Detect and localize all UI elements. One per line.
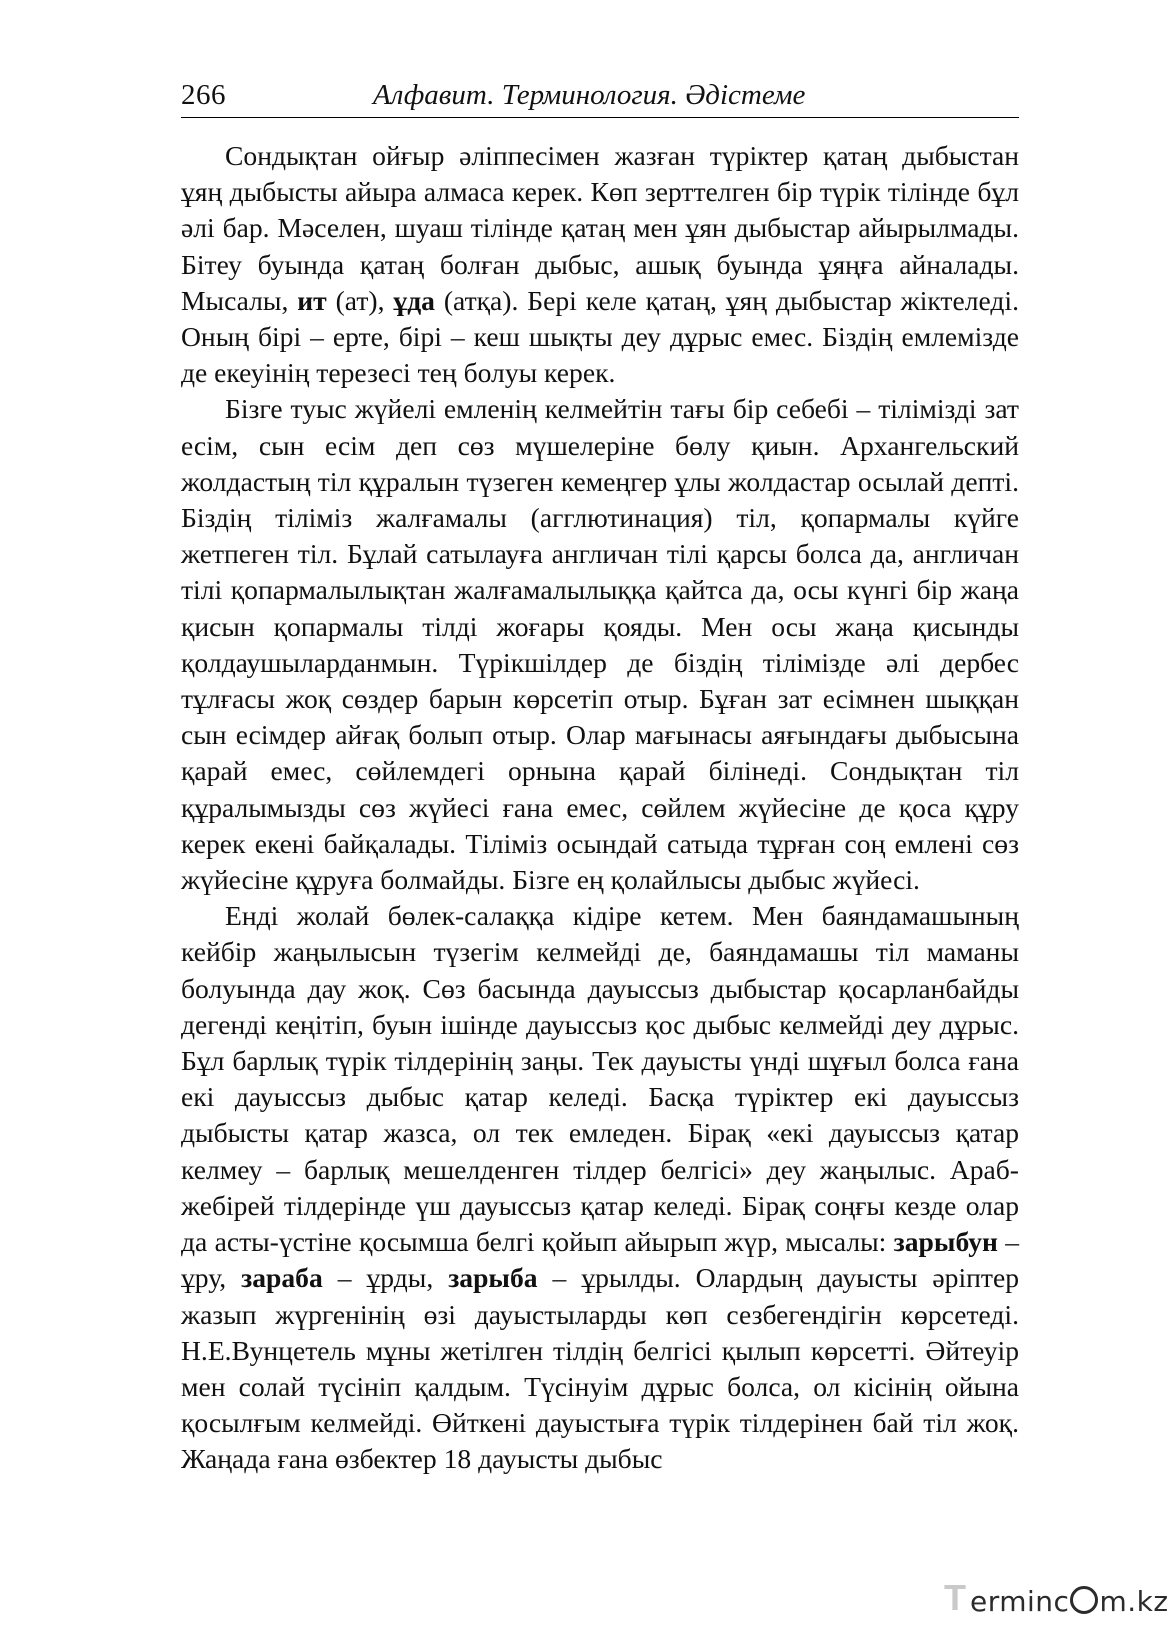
termincom-watermark <box>944 1577 1169 1621</box>
watermark-circle-icon <box>1070 1586 1098 1614</box>
paragraph-2 <box>181 391 1019 898</box>
body-text <box>181 138 1019 1478</box>
paragraph-3-bold-3: зарыба <box>448 1262 538 1294</box>
watermark-part-1: ermin <box>970 1585 1054 1618</box>
watermark-part-3: m.kz <box>1099 1585 1169 1618</box>
paragraph-1-bold-2: ұда <box>393 284 435 316</box>
paragraph-3-text-4: – ұрылды. Олардың дауысты әріптер жазып жүргенінің өзі дауыстыларды көп сезбегендігін көрсетеді. Н.Е.Вунцетель мұны жетілген тілдің белгісі қылып көрсетті. Әйтеуір мен солай түсініп қалдым. Түсінуім дұрыс болса, ол кісінің ойына қосылғым келмейді. Өйткені дауыстыға түрік тілдерінен бай тіл жоқ. Жаңада ғана өзбектер 18 дауысты дыбыс <box>181 1262 1020 1475</box>
paragraph-3-bold-2: зараба <box>241 1262 323 1294</box>
paragraph-3-text-2: – ұру, <box>181 1226 1019 1294</box>
paragraph-3-text-1: Енді жолай бөлек-салаққа кідіре кетем. Мен баяндамашының кейбір жаңылысын түзегім келмейді де, баяндамашы тіл маманы болуында дау жоқ. Сөз басында дауыссыз дыбыстар қосарланбайды дегенді кеңітіп, буын ішінде дауыссыз қос дыбыс келмейді деу дұрыс. Бұл барлық түрік тілдерінің заңы. Тек дауысты үнді шұғыл болса ғана екі дауыссыз дыбыс қатар келеді. Басқа түріктер екі дауыссыз дыбысты қатар жазса, ол тек емледен. Бірақ «екі дауыссыз қатар келмеу – барлық мешелденген тілдер белгісі» деу жаңылыс. Араб-жебірей тілдерінде үш дауыссыз қатар келеді. Бірақ соңғы кезде олар да асты-үстіне қосымша белгі қойып айырып жүр, мысалы: <box>181 900 1019 1258</box>
paragraph-1-text-3: (атқа). Бері келе қатаң, ұяң дыбыстар жіктеледі. Оның бірі – ерте, бірі – кеш шықты деу дұрыс емес. Біздің емлемізде де екеуінің терезесі тең болуы керек. <box>181 284 1019 389</box>
running-title: Алфавит. Терминология. Әдістеме <box>373 79 806 111</box>
watermark-text <box>970 1585 1169 1618</box>
paragraph-1-bold-1: ит <box>297 284 327 316</box>
paragraph-1-text-1: Сондықтан ойғыр әліппесімен жазған түріктер қатаң дыбыстан ұяң дыбысты айыра алмаса керек. Көп зерттелген бір түрік тілінде бұл әлі бар. Мәселен, шуаш тілінде қатаң мен ұян дыбыстар айырылмады. Бітеу буында қатаң болған дыбыс, ашық буында ұяңға айналады. Мысалы, <box>181 140 1019 316</box>
page-header <box>181 79 1019 118</box>
paragraph-3 <box>181 898 1019 1477</box>
watermark-part-2: c <box>1053 1585 1070 1618</box>
page-number: 266 <box>181 79 226 111</box>
paragraph-1-text-2: (ат), <box>326 284 394 316</box>
paragraph-2-text-1: Бізге туыс жүйелі емленің келмейтін тағы бір себебі – тілімізді зат есім, сын есім деп сөз мүшелеріне бөлу қиын. Архангельский жолдастың тіл құралын түзеген кемеңгер ұлы жолдастар осылай депті. Біздің тіліміз жалғамалы (агглютинация) тіл, қопармалы күйге жетпеген тіл. Бұлай сатылауға англичан тілі қарсы болса да, англичан тілі қопармалылықтан жалғамалылыққа қайтса да, осы күнгі бір жаңа қисын қопармалы тілді жоғары қояды. Мен осы жаңа қисынды қолдаушыларданмын. Түрікшілдер де біздің тілімізде әлі дербес тұлғасы жоқ сөздер барын көрсетіп отыр. Бұған зат есімнен шыққан сын есімдер айғақ болып отыр. Олар мағынасы аяғындағы дыбысына қарай емес, сөйлемдегі орнына қарай білінеді. Сондықтан тіл құралымызды сөз жүйесі ғана емес, сөйлем жүйесіне де қоса құру керек екені байқалады. Тіліміз осындай сатыда тұрған соң емлені сөз жүйесіне құруға болмайды. Бізге ең қолайлысы дыбыс жүйесі. <box>181 393 1019 896</box>
paragraph-1 <box>181 138 1019 391</box>
watermark-logo-letter: T <box>944 1577 966 1618</box>
paragraph-3-bold-1: зарыбун <box>893 1226 998 1258</box>
paragraph-3-text-3: – ұрды, <box>322 1262 449 1294</box>
